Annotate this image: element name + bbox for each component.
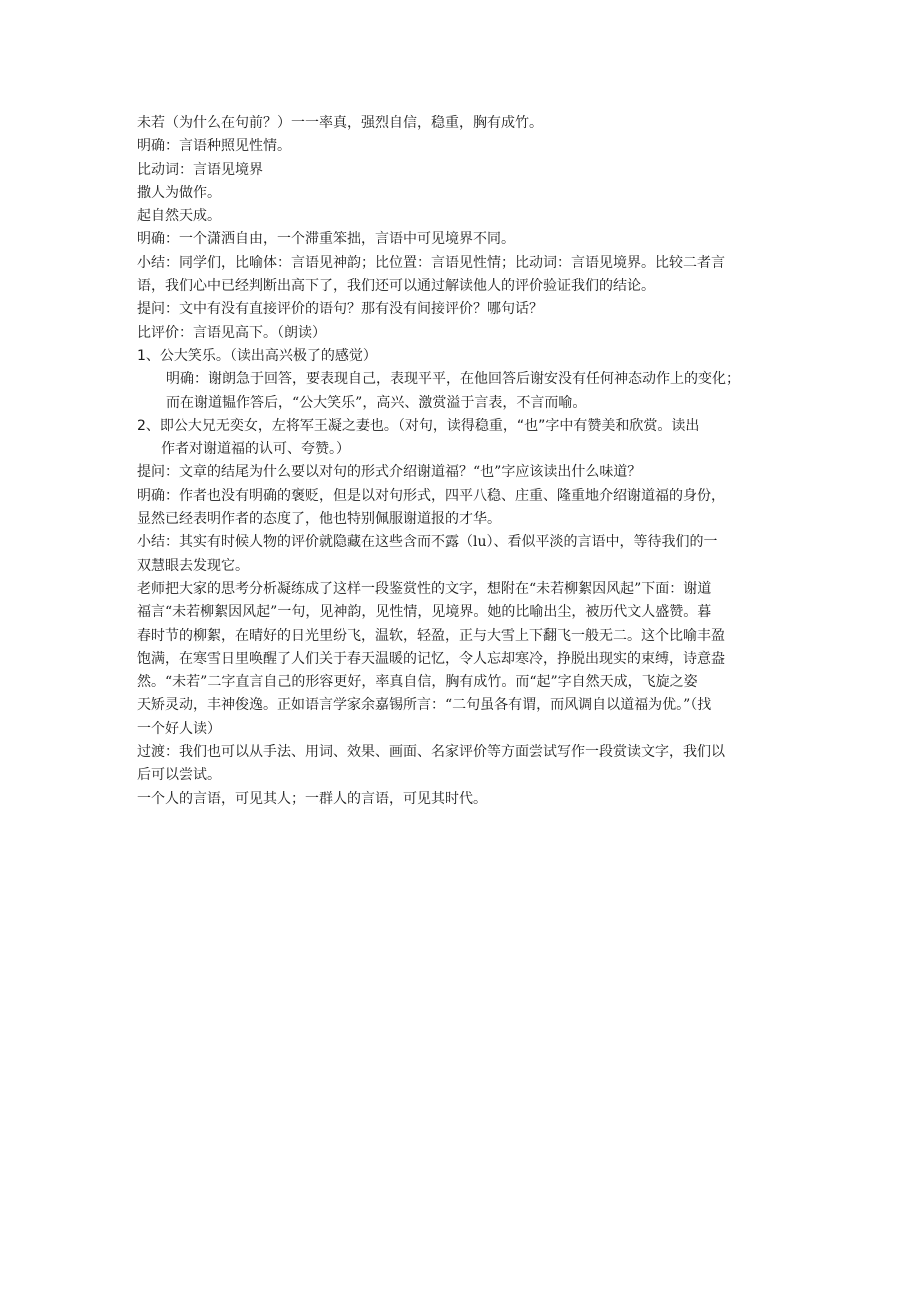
numbered-item-2: 2、即公大兄无奕女，左将军王凝之妻也。（对句，读得稳重，“也”字中有赞美和欣赏。读出 [137, 417, 700, 434]
closing-line: 一个人的言语，可见其人；一群人的言语，可见其时代。 [137, 790, 487, 807]
appreciation-paragraph-line: 福言“未若柳絮因风起”一句，见神韵，见性情，见境界。她的比喻出尘，被历代文人盛赞。暮 [137, 604, 712, 621]
answer-line: 明确：作者也没有明确的褒贬，但是以对句形式，四平八稳、庄重、隆重地介绍谢道福的身份， [137, 487, 725, 504]
transition-line: 后可以尝试。 [137, 767, 221, 784]
summary-line: 语，我们心中已经判断出高下了，我们还可以通过解读他人的评价验证我们的结论。 [137, 278, 655, 295]
numbered-item-1: 1、公大笑乐。（读出高兴极了的感觉） [137, 347, 377, 364]
text-line: 撒人为做作。 [137, 184, 221, 201]
question-line: 提问：文中有没有直接评价的语句？那有没有间接评价？哪句话？ [137, 301, 543, 318]
appreciation-paragraph-line: 老师把大家的思考分析凝练成了这样一段鉴赏性的文字，想附在“未若柳絮因风起”下面：谢道 [137, 580, 712, 597]
numbered-item-2-continued: 作者对谢道福的认可、夸赞。） [161, 441, 350, 458]
text-line: 未若（为什么在句前？）一一率真，强烈自信，稳重，胸有成竹。 [137, 115, 543, 131]
text-line: 比动词：言语见境界 [137, 161, 263, 178]
appreciation-paragraph-line: 饱满，在寒雪日里唤醒了人们关于春天温暖的记忆，令人忘却寒冷，挣脱出现实的束缚，诗意盎 [137, 650, 725, 667]
text-line: 明确：一个潇洒自由，一个滞重笨拙，言语中可见境界不同。 [137, 231, 515, 248]
text-line: 起自然天成。 [137, 208, 221, 225]
appreciation-paragraph-line: 一个好人读） [137, 720, 221, 737]
appreciation-paragraph-line: 春时节的柳絮，在晴好的日光里纷飞，温软，轻盈，正与大雪上下翻飞一般无二。这个比喻丰盈 [137, 627, 725, 644]
answer-line: 显然已经表明作者的态度了，他也特别佩服谢道报的才华。 [137, 511, 501, 528]
question-line: 提问：文章的结尾为什么要以对句的形式介绍谢道福？“也”字应该读出什么味道？ [137, 464, 642, 481]
text-line: 明确：言语种照见性情。 [137, 138, 291, 155]
item-1-explanation: 而在谢道韫作答后，“公大笑乐”，高兴、激赏溢于言表，不言而喻。 [166, 394, 587, 411]
document-body [137, 112, 797, 811]
summary-line: 双慧眼去发现它。 [137, 557, 249, 574]
summary-line: 小结：同学们，比喻体：言语见神韵；比位置：言语见性情；比动词：言语见境界。比较二者言 [137, 254, 725, 271]
appreciation-paragraph-line: 然。“未若”二字直言自己的形容更好，率真自信，胸有成竹。而“起”字自然天成，飞旋之姿 [137, 674, 698, 691]
item-1-explanation: 明确：谢朗急于回答，要表现自己，表现平平，在他回答后谢安没有任何神态动作上的变化； [166, 371, 740, 388]
transition-line: 过渡：我们也可以从手法、用词、效果、画面、名家评价等方面尝试写作一段赏读文字，我们以 [137, 744, 725, 761]
summary-line: 小结：其实有时候人物的评价就隐藏在这些含而不露（lu）、看似平淡的言语中，等待我们的一 [137, 534, 718, 551]
appreciation-paragraph-line: 天矫灵动，丰神俊逸。正如语言学家余嘉锡所言：“二句虽各有谓，而风调自以道福为优。”（找 [137, 697, 712, 714]
text-line: 比评价：言语见高下。（朗读） [137, 324, 326, 341]
